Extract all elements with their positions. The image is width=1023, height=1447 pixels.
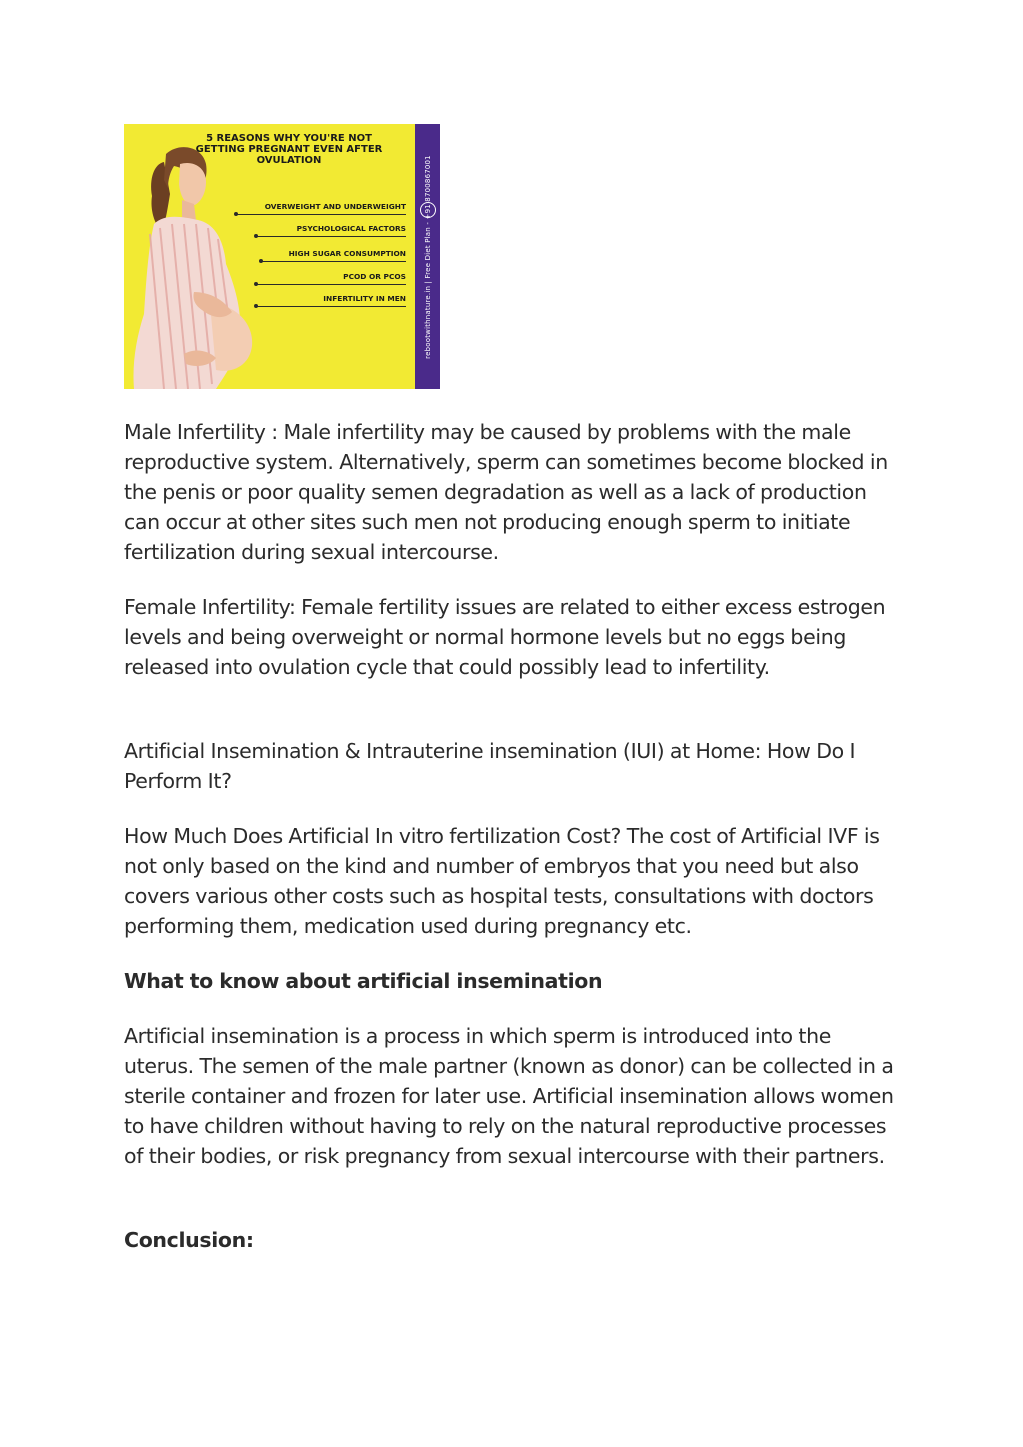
infographic-item: PSYCHOLOGICAL FACTORS [296,224,406,233]
section-heading: What to know about artificial insemination [124,969,603,993]
infographic-item: PCOD OR PCOS [343,272,406,281]
item-bullet [259,259,263,263]
item-divider [236,214,406,215]
item-divider [261,261,406,262]
artificial-insemination-paragraph: Artificial insemination is a process in which sperm is introduced into the uterus. The semen of the male partner (known as donor) can be collected in a sterile container and frozen for later use. Artificial insemination allows women to have children without having to rely on the natural reproductive processes of their bodies, or risk pregnancy from sexual intercourse with their partners. [124,1024,894,1168]
female-infertility-paragraph: Female Infertility: Female fertility issues are related to either excess estrogen levels and being overweight or normal hormone levels but no eggs being released into ovulation cycle that could possibly lead to infertility. [124,595,886,679]
infographic-side-text: rebootwithnature.in | Free Diet Plan - +91 8700867001 [423,154,432,359]
item-divider [256,236,406,237]
infographic-title-line: GETTING PREGNANT EVEN AFTER [195,144,383,155]
ivf-cost-paragraph: How Much Does Artificial In vitro fertilization Cost? The cost of Artificial IVF is not only based on the kind and number of embryos that you need but also covers various other costs such as hospital tests, consultations with doctors performing them, medication used during pregnancy etc. [124,824,880,938]
infographic-title [174,133,404,166]
infographic-title-line: OVULATION [256,155,322,166]
infographic-item: INFERTILITY IN MEN [323,294,406,303]
item-bullet [254,304,258,308]
conclusion-heading: Conclusion: [124,1228,254,1252]
item-bullet [254,282,258,286]
infographic-item: OVERWEIGHT AND UNDERWEIGHT [264,202,406,211]
item-bullet [254,234,258,238]
infographic-side-bar [415,124,440,389]
infographic-item: HIGH SUGAR CONSUMPTION [288,249,406,258]
infographic-image [124,124,440,389]
item-bullet [234,212,238,216]
item-divider [256,306,406,307]
item-divider [256,284,406,285]
infographic-title-line: 5 REASONS WHY YOU'RE NOT [206,133,372,144]
artificial-insemination-home-paragraph: Artificial Insemination & Intrauterine insemination (IUI) at Home: How Do I Perform It? [124,739,856,793]
male-infertility-paragraph: Male Infertility : Male infertility may be caused by problems with the male reproductive system. Alternatively, sperm can sometimes become blocked in the penis or poor quality semen degradation as well as a lack of production can occur at other sites such men not producing enough sperm to initiate fertilization during sexual intercourse. [124,420,888,564]
